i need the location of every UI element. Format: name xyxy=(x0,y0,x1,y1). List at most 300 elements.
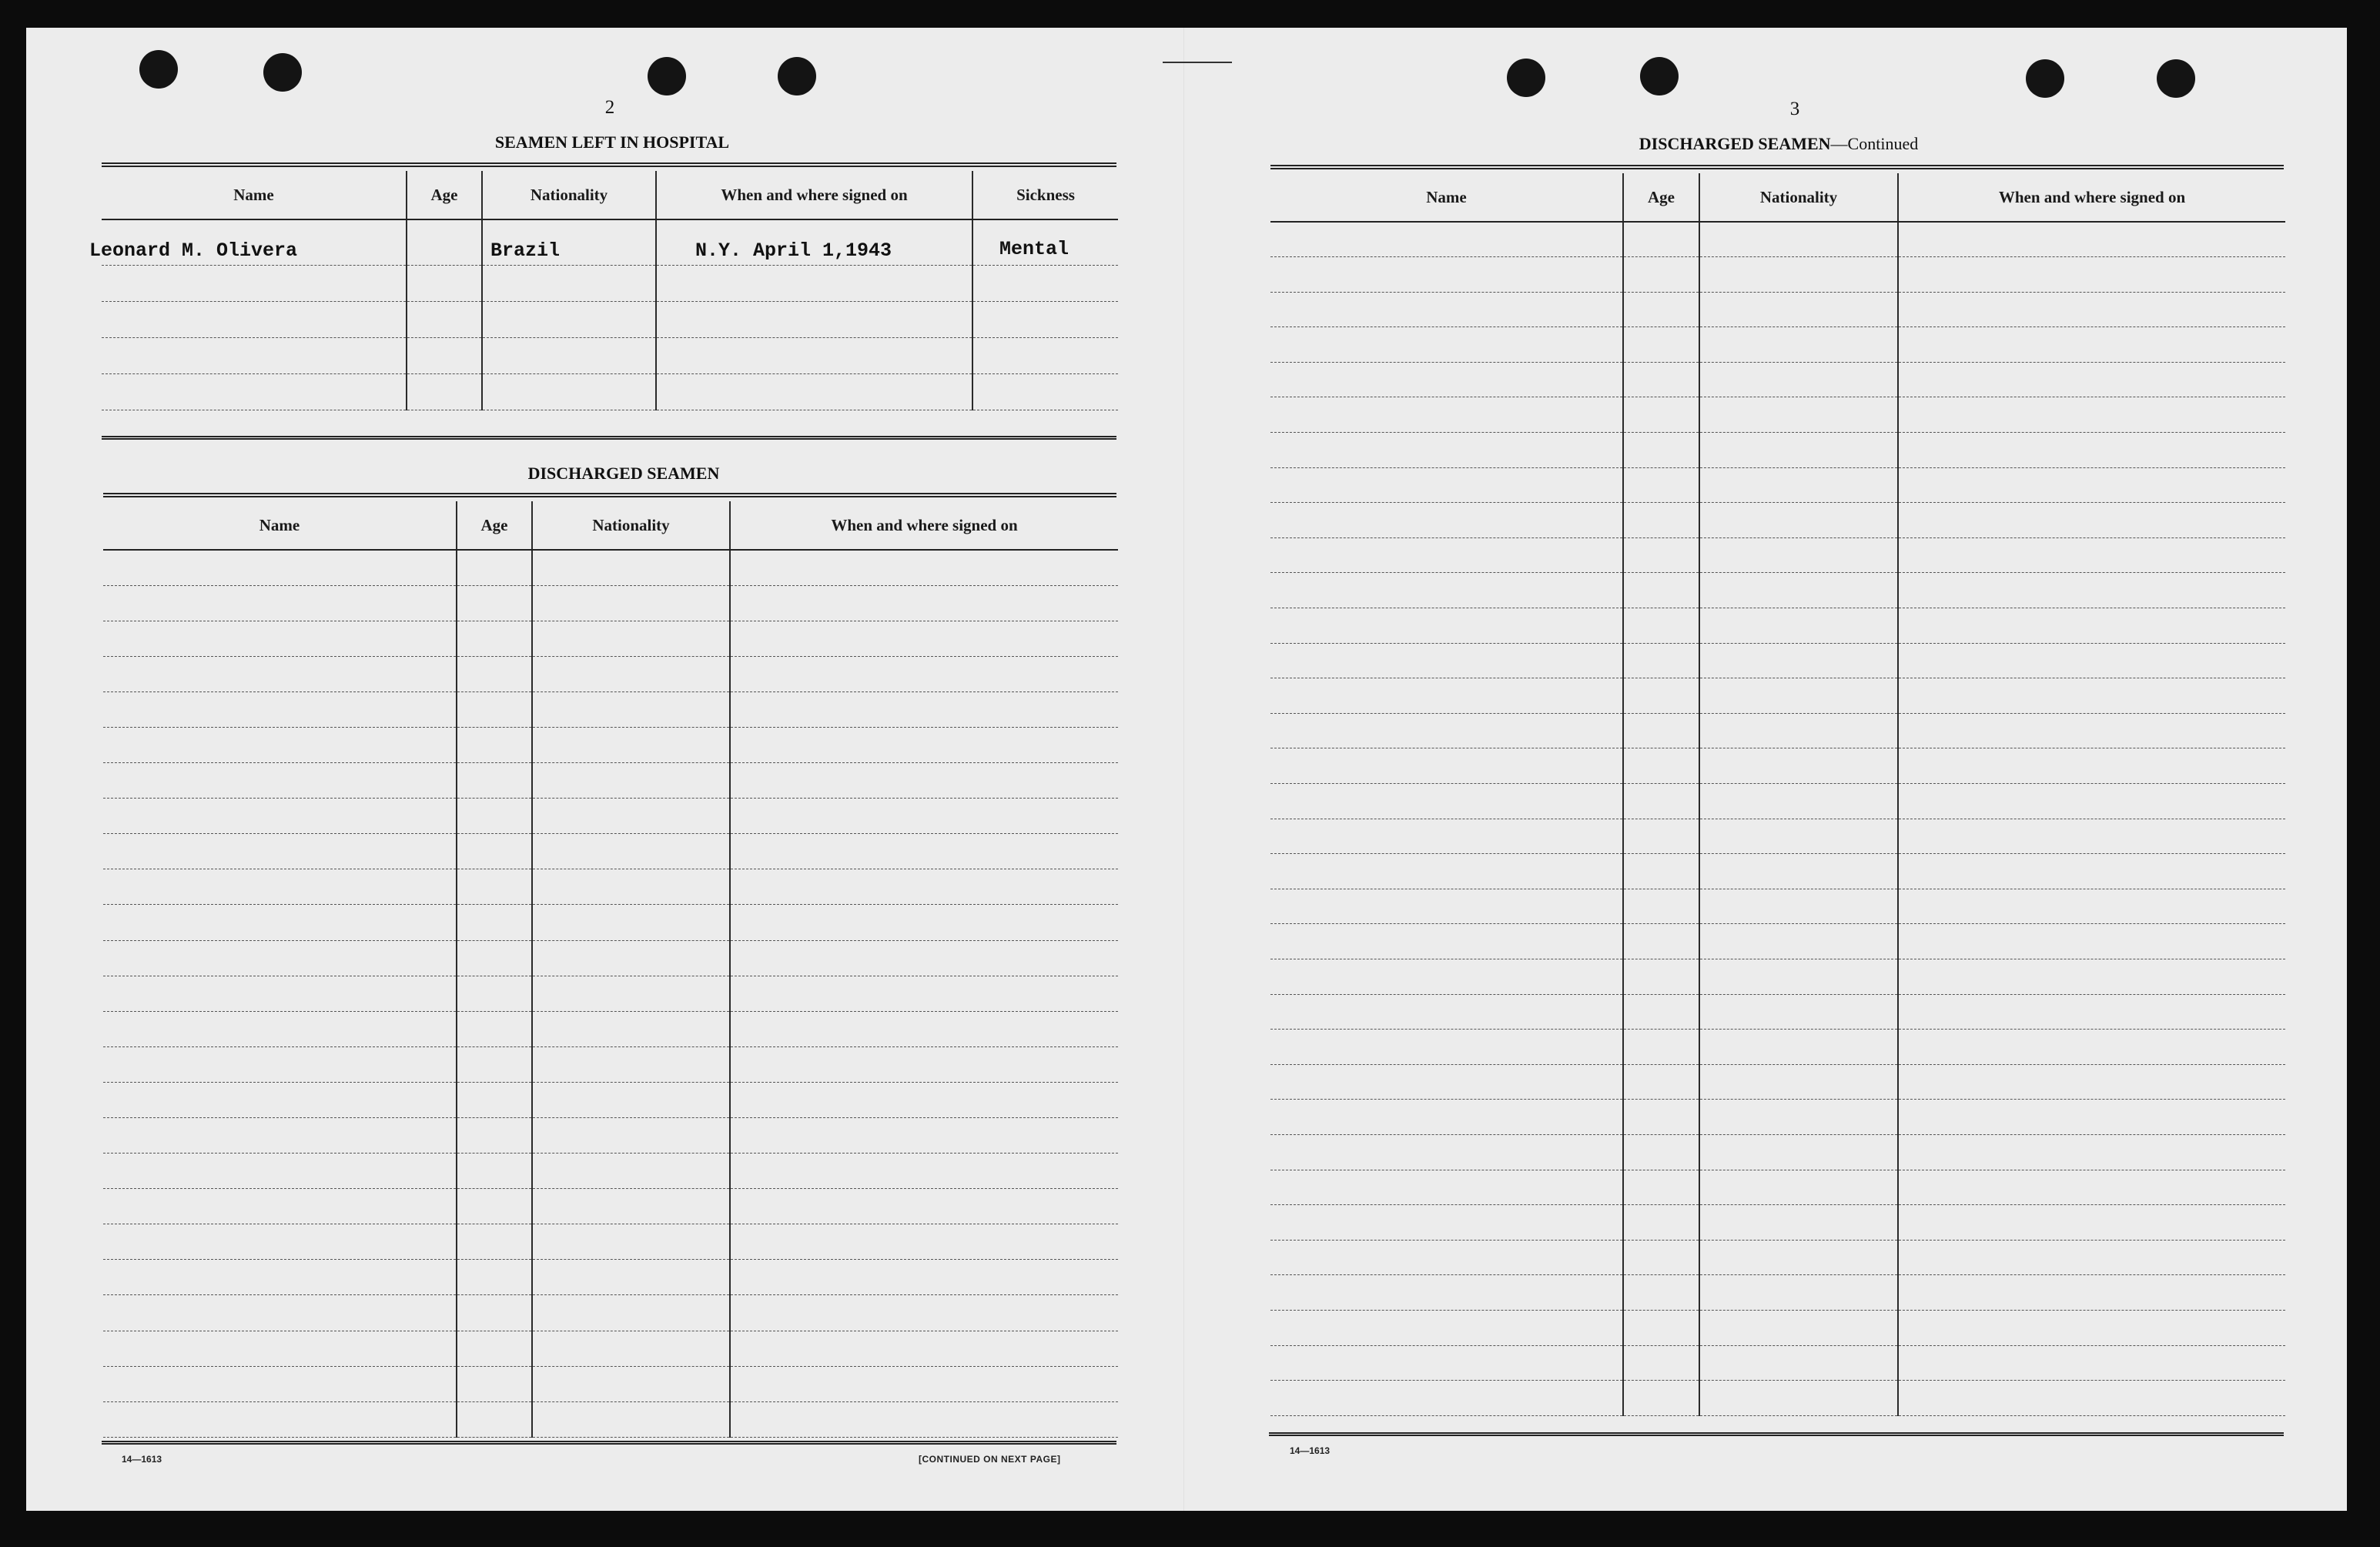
table-row xyxy=(1270,1205,2285,1241)
cell-age[interactable] xyxy=(457,834,532,869)
cell-name[interactable] xyxy=(103,834,457,869)
cell-signed-on[interactable] xyxy=(1898,643,2285,678)
cell-name[interactable] xyxy=(103,1331,457,1366)
cell-nationality[interactable] xyxy=(532,585,730,621)
cell-nationality[interactable] xyxy=(1699,1345,1898,1381)
cell-age[interactable] xyxy=(1623,573,1699,608)
col-header-signed-on: When and where signed on xyxy=(1898,173,2285,222)
cell-name[interactable] xyxy=(1270,1064,1623,1100)
cell-age[interactable] xyxy=(457,1401,532,1437)
cell-nationality[interactable] xyxy=(532,1295,730,1331)
table-row xyxy=(103,1295,1118,1331)
cell-age[interactable] xyxy=(457,1046,532,1082)
cell-age[interactable] xyxy=(1623,537,1699,573)
cell-signed-on[interactable] xyxy=(730,1046,1118,1082)
col-header-signed-on: When and where signed on xyxy=(730,501,1118,550)
cell-name[interactable] xyxy=(1270,819,1623,854)
table-row xyxy=(1270,1345,2285,1381)
cell-nationality[interactable] xyxy=(1699,1205,1898,1241)
col-header-name: Name xyxy=(103,501,457,550)
cell-signed-on[interactable] xyxy=(730,869,1118,905)
cell-age[interactable] xyxy=(1623,1205,1699,1241)
cell-name[interactable] xyxy=(1270,889,1623,924)
cell-name[interactable] xyxy=(1270,362,1623,397)
cell-age[interactable] xyxy=(1623,1100,1699,1135)
cell-name[interactable] xyxy=(103,1011,457,1046)
cell-name[interactable] xyxy=(1270,1100,1623,1135)
cell-signed-on[interactable] xyxy=(1898,503,2285,538)
cell-signed-on[interactable] xyxy=(730,1154,1118,1189)
cell-name[interactable] xyxy=(1270,222,1623,257)
cell-age[interactable] xyxy=(1623,257,1699,293)
cell-signed-on[interactable] xyxy=(1898,257,2285,293)
cell-age[interactable] xyxy=(1623,1170,1699,1205)
cell-nationality[interactable] xyxy=(532,1189,730,1224)
cell-nationality[interactable] xyxy=(1699,1064,1898,1100)
cell-name[interactable] xyxy=(1270,292,1623,327)
cell-age[interactable] xyxy=(457,1260,532,1295)
cell-signed-on[interactable] xyxy=(1898,1205,2285,1241)
cell-nationality[interactable] xyxy=(1699,573,1898,608)
cell-age[interactable] xyxy=(457,799,532,834)
cell-signed-on[interactable] xyxy=(730,656,1118,691)
cell-nationality[interactable] xyxy=(1699,994,1898,1030)
page-number-left: 2 xyxy=(604,97,615,118)
col-header-nationality: Nationality xyxy=(532,501,730,550)
punch-hole xyxy=(1640,57,1679,95)
cell-name[interactable] xyxy=(103,621,457,656)
cell-nationality[interactable] xyxy=(532,1011,730,1046)
cell-sickness xyxy=(972,265,1118,301)
cell-name[interactable] xyxy=(103,799,457,834)
cell-signed-on[interactable] xyxy=(1898,467,2285,503)
cell-age[interactable] xyxy=(1623,608,1699,644)
cell-nationality[interactable] xyxy=(1699,784,1898,819)
cell-name[interactable] xyxy=(1270,1381,1623,1416)
cell-nationality[interactable] xyxy=(532,1401,730,1437)
cell-age[interactable] xyxy=(1623,994,1699,1030)
cell-name[interactable] xyxy=(103,1082,457,1117)
cell-signed-on[interactable] xyxy=(1898,362,2285,397)
cell-nationality[interactable] xyxy=(532,691,730,727)
cell-age[interactable] xyxy=(1623,327,1699,363)
cell-nationality[interactable] xyxy=(1699,397,1898,433)
table-row xyxy=(103,691,1118,727)
table-row xyxy=(1270,784,2285,819)
cell-age[interactable] xyxy=(457,976,532,1011)
cell-name[interactable] xyxy=(103,691,457,727)
cell-signed-on[interactable] xyxy=(1898,1381,2285,1416)
cell-age[interactable] xyxy=(457,1366,532,1401)
cell-signed-on xyxy=(656,373,972,410)
cell-name[interactable] xyxy=(1270,327,1623,363)
table-row xyxy=(1270,573,2285,608)
cell-name[interactable] xyxy=(1270,1310,1623,1345)
col-header-age: Age xyxy=(1623,173,1699,222)
cell-nationality[interactable] xyxy=(532,1331,730,1366)
cell-age[interactable] xyxy=(457,763,532,799)
cell-name[interactable] xyxy=(103,940,457,976)
hospital-row xyxy=(102,337,1118,373)
cell-name xyxy=(102,337,407,373)
cell-age[interactable] xyxy=(1623,643,1699,678)
cell-age[interactable] xyxy=(1623,222,1699,257)
cell-age[interactable] xyxy=(1623,1134,1699,1170)
cell-signed-on[interactable] xyxy=(730,585,1118,621)
cell-age[interactable] xyxy=(457,1154,532,1189)
table-row xyxy=(103,1260,1118,1295)
cell-nationality[interactable] xyxy=(532,763,730,799)
cell-name[interactable] xyxy=(1270,854,1623,889)
cell-age xyxy=(407,219,482,265)
cell-age[interactable] xyxy=(1623,1064,1699,1100)
cell-nationality[interactable] xyxy=(532,1118,730,1154)
cell-nationality[interactable] xyxy=(532,727,730,762)
cell-name[interactable] xyxy=(1270,994,1623,1030)
cell-signed-on[interactable] xyxy=(1898,994,2285,1030)
col-header-signed-on: When and where signed on xyxy=(656,171,972,219)
discharged-section-title: DISCHARGED SEAMEN xyxy=(527,464,720,483)
cell-signed-on[interactable] xyxy=(1898,537,2285,573)
cell-nationality[interactable] xyxy=(1699,608,1898,644)
cell-signed-on[interactable] xyxy=(730,727,1118,762)
cell-age[interactable] xyxy=(1623,713,1699,748)
cell-signed-on[interactable] xyxy=(730,905,1118,940)
cell-signed-on[interactable] xyxy=(730,1118,1118,1154)
cell-nationality[interactable] xyxy=(1699,1170,1898,1205)
punch-hole xyxy=(139,50,178,89)
cell-name[interactable] xyxy=(1270,608,1623,644)
cell-nationality[interactable] xyxy=(1699,889,1898,924)
cell-signed-on[interactable] xyxy=(730,1401,1118,1437)
cell-age[interactable] xyxy=(457,1331,532,1366)
table-row xyxy=(103,1154,1118,1189)
page-fold xyxy=(1183,28,1184,1511)
table-row xyxy=(1270,222,2285,257)
cell-age[interactable] xyxy=(457,727,532,762)
table-row xyxy=(1270,292,2285,327)
cell-name xyxy=(102,265,407,301)
cell-nationality[interactable] xyxy=(532,940,730,976)
table-row xyxy=(1270,1240,2285,1275)
cell-nationality[interactable] xyxy=(1699,362,1898,397)
cell-nationality[interactable] xyxy=(532,905,730,940)
cell-nationality[interactable] xyxy=(1699,643,1898,678)
cell-age[interactable] xyxy=(457,1118,532,1154)
cell-name[interactable] xyxy=(103,869,457,905)
cell-nationality[interactable] xyxy=(1699,257,1898,293)
cell-age[interactable] xyxy=(1623,784,1699,819)
cell-age[interactable] xyxy=(457,1011,532,1046)
cell-name[interactable] xyxy=(103,550,457,585)
cell-name[interactable] xyxy=(103,656,457,691)
cell-name[interactable] xyxy=(1270,1170,1623,1205)
table-row xyxy=(1270,1100,2285,1135)
table-row xyxy=(1270,608,2285,644)
cell-signed-on[interactable] xyxy=(730,799,1118,834)
cell-name[interactable] xyxy=(103,1260,457,1295)
cell-signed-on[interactable] xyxy=(1898,748,2285,784)
table-row xyxy=(1270,959,2285,994)
table-row xyxy=(1270,433,2285,468)
cell-age[interactable] xyxy=(457,940,532,976)
cell-age xyxy=(407,337,482,373)
cell-nationality[interactable] xyxy=(532,869,730,905)
table-row xyxy=(1270,537,2285,573)
cell-signed-on[interactable] xyxy=(730,763,1118,799)
table-row xyxy=(103,940,1118,976)
cell-nationality[interactable] xyxy=(1699,1275,1898,1311)
table-row xyxy=(1270,924,2285,959)
cell-name[interactable] xyxy=(1270,748,1623,784)
cell-age[interactable] xyxy=(1623,1030,1699,1065)
cell-nationality[interactable] xyxy=(532,976,730,1011)
table-row xyxy=(103,656,1118,691)
cell-nationality[interactable] xyxy=(532,1224,730,1260)
cell-nationality[interactable] xyxy=(1699,222,1898,257)
cell-signed-on[interactable] xyxy=(1898,889,2285,924)
cell-name[interactable] xyxy=(1270,1275,1623,1311)
cell-age[interactable] xyxy=(1623,959,1699,994)
cell-signed-on[interactable] xyxy=(1898,1170,2285,1205)
table-row xyxy=(103,799,1118,834)
cell-nationality[interactable] xyxy=(1699,1310,1898,1345)
cell-signed-on[interactable] xyxy=(1898,959,2285,994)
cell-signed-on[interactable] xyxy=(730,1011,1118,1046)
cell-age[interactable] xyxy=(457,621,532,656)
cell-signed-on[interactable] xyxy=(1898,573,2285,608)
cell-name[interactable] xyxy=(1270,257,1623,293)
cell-age[interactable] xyxy=(457,905,532,940)
cell-age[interactable] xyxy=(1623,1310,1699,1345)
cell-signed-on[interactable] xyxy=(730,1189,1118,1224)
cell-name[interactable] xyxy=(103,1118,457,1154)
cell-nationality[interactable] xyxy=(532,1366,730,1401)
cell-signed-on[interactable] xyxy=(1898,327,2285,363)
cell-nationality[interactable] xyxy=(1699,327,1898,363)
cell-nationality[interactable] xyxy=(1699,959,1898,994)
cell-nationality[interactable] xyxy=(532,550,730,585)
cell-signed-on[interactable] xyxy=(1898,924,2285,959)
cell-age xyxy=(407,301,482,337)
discharged-bottom-rule xyxy=(102,1441,1116,1445)
cell-nationality[interactable] xyxy=(1699,1030,1898,1065)
cell-nationality[interactable] xyxy=(1699,1134,1898,1170)
cell-age[interactable] xyxy=(457,1224,532,1260)
cell-nationality[interactable] xyxy=(532,1046,730,1082)
cell-age[interactable] xyxy=(1623,854,1699,889)
table-row xyxy=(1270,362,2285,397)
cell-name[interactable] xyxy=(103,1224,457,1260)
cell-signed-on[interactable] xyxy=(730,691,1118,727)
cell-age[interactable] xyxy=(1623,503,1699,538)
cell-age[interactable] xyxy=(457,550,532,585)
cell-name[interactable] xyxy=(1270,643,1623,678)
cell-nationality[interactable] xyxy=(1699,924,1898,959)
table-row xyxy=(103,1046,1118,1082)
cell-age[interactable] xyxy=(457,585,532,621)
cell-signed-on[interactable] xyxy=(1898,1345,2285,1381)
cell-signed-on[interactable] xyxy=(730,940,1118,976)
cell-signed-on[interactable] xyxy=(1898,292,2285,327)
cell-name[interactable] xyxy=(1270,1030,1623,1065)
cell-signed-on[interactable] xyxy=(1898,678,2285,714)
cell-age[interactable] xyxy=(1623,362,1699,397)
cell-name[interactable] xyxy=(1270,678,1623,714)
cell-signed-on[interactable] xyxy=(1898,854,2285,889)
cell-name[interactable] xyxy=(1270,1205,1623,1241)
cell-age[interactable] xyxy=(457,656,532,691)
cell-age[interactable] xyxy=(1623,889,1699,924)
cell-name[interactable] xyxy=(1270,959,1623,994)
cell-nationality[interactable] xyxy=(1699,1100,1898,1135)
cell-name[interactable] xyxy=(1270,1240,1623,1275)
cell-signed-on[interactable] xyxy=(730,1366,1118,1401)
table-row xyxy=(103,976,1118,1011)
cell-signed-on[interactable] xyxy=(1898,1275,2285,1311)
cell-age[interactable] xyxy=(457,691,532,727)
table-row xyxy=(1270,467,2285,503)
cell-name[interactable] xyxy=(103,1295,457,1331)
col-header-name: Name xyxy=(102,171,407,219)
cell-signed-on xyxy=(656,265,972,301)
cell-age[interactable] xyxy=(1623,1381,1699,1416)
cell-signed-on[interactable] xyxy=(1898,1030,2285,1065)
cell-signed-on[interactable] xyxy=(730,550,1118,585)
cell-name[interactable] xyxy=(103,1154,457,1189)
cell-name[interactable] xyxy=(103,1189,457,1224)
cell-signed-on[interactable] xyxy=(1898,819,2285,854)
cell-signed-on[interactable] xyxy=(1898,1240,2285,1275)
cell-nationality[interactable] xyxy=(1699,537,1898,573)
cell-age xyxy=(407,265,482,301)
cell-nationality[interactable] xyxy=(1699,819,1898,854)
cell-name[interactable] xyxy=(1270,713,1623,748)
table-row xyxy=(1270,1064,2285,1100)
cell-name[interactable] xyxy=(1270,784,1623,819)
cell-signed-on[interactable] xyxy=(1898,397,2285,433)
cell-name[interactable] xyxy=(1270,503,1623,538)
cell-signed-on[interactable] xyxy=(730,1295,1118,1331)
cell-nationality[interactable] xyxy=(1699,854,1898,889)
cell-nationality[interactable] xyxy=(1699,292,1898,327)
cell-signed-on[interactable] xyxy=(1898,1134,2285,1170)
table-row xyxy=(1270,503,2285,538)
cell-nationality[interactable] xyxy=(1699,433,1898,468)
cell-age[interactable] xyxy=(457,869,532,905)
cell-signed-on[interactable] xyxy=(1898,1064,2285,1100)
table-row xyxy=(1270,643,2285,678)
cell-age[interactable] xyxy=(1623,1240,1699,1275)
table-row xyxy=(103,1011,1118,1046)
cell-name[interactable] xyxy=(103,1366,457,1401)
cell-name[interactable] xyxy=(1270,924,1623,959)
cell-name[interactable] xyxy=(1270,397,1623,433)
cell-nationality[interactable] xyxy=(532,656,730,691)
cell-sickness xyxy=(972,373,1118,410)
cell-signed-on[interactable] xyxy=(1898,1100,2285,1135)
table-row xyxy=(1270,889,2285,924)
cell-nationality[interactable] xyxy=(532,799,730,834)
cell-age[interactable] xyxy=(1623,467,1699,503)
hospital-row xyxy=(102,265,1118,301)
cell-nationality xyxy=(482,337,656,373)
table-row xyxy=(103,763,1118,799)
cell-age[interactable] xyxy=(1623,819,1699,854)
cell-signed-on[interactable] xyxy=(730,1224,1118,1260)
cell-age[interactable] xyxy=(1623,433,1699,468)
cell-nationality[interactable] xyxy=(532,1082,730,1117)
cell-name[interactable] xyxy=(1270,433,1623,468)
cell-name[interactable] xyxy=(1270,1134,1623,1170)
table-row xyxy=(1270,854,2285,889)
cell-nationality[interactable] xyxy=(1699,678,1898,714)
cell-name[interactable] xyxy=(103,1401,457,1437)
cell-nationality[interactable] xyxy=(1699,1240,1898,1275)
cell-name[interactable] xyxy=(103,976,457,1011)
cell-signed-on[interactable] xyxy=(730,1082,1118,1117)
hospital-top-rule xyxy=(102,162,1116,167)
cell-signed-on[interactable] xyxy=(730,621,1118,656)
cell-age[interactable] xyxy=(1623,748,1699,784)
cell-name[interactable] xyxy=(103,727,457,762)
cell-name[interactable] xyxy=(103,905,457,940)
cell-name xyxy=(102,373,407,410)
cell-age[interactable] xyxy=(1623,1345,1699,1381)
discharged-table-right xyxy=(1270,173,2285,1416)
cell-name[interactable] xyxy=(103,763,457,799)
cell-signed-on[interactable] xyxy=(1898,608,2285,644)
cell-signed-on[interactable] xyxy=(1898,433,2285,468)
table-row xyxy=(1270,327,2285,363)
cell-name[interactable] xyxy=(1270,573,1623,608)
cell-signed-on[interactable] xyxy=(1898,713,2285,748)
cell-nationality[interactable] xyxy=(532,1154,730,1189)
cell-signed-on[interactable] xyxy=(1898,222,2285,257)
cell-age[interactable] xyxy=(1623,292,1699,327)
cell-nationality[interactable] xyxy=(1699,1381,1898,1416)
cell-age[interactable] xyxy=(457,1295,532,1331)
cell-nationality[interactable] xyxy=(1699,467,1898,503)
cell-age[interactable] xyxy=(1623,1275,1699,1311)
cell-nationality[interactable] xyxy=(532,1260,730,1295)
cell-signed-on[interactable] xyxy=(730,1331,1118,1366)
cell-signed-on[interactable] xyxy=(1898,784,2285,819)
cell-age[interactable] xyxy=(1623,397,1699,433)
cell-age[interactable] xyxy=(457,1082,532,1117)
table-row xyxy=(103,1366,1118,1401)
table-row xyxy=(103,1331,1118,1366)
cell-age[interactable] xyxy=(1623,924,1699,959)
cell-signed-on[interactable] xyxy=(730,976,1118,1011)
cell-nationality[interactable] xyxy=(1699,748,1898,784)
cell-age[interactable] xyxy=(1623,678,1699,714)
cell-nationality[interactable] xyxy=(532,621,730,656)
cell-signed-on[interactable] xyxy=(730,1260,1118,1295)
cell-age[interactable] xyxy=(457,1189,532,1224)
cell-name[interactable] xyxy=(1270,1345,1623,1381)
cell-nationality[interactable] xyxy=(532,834,730,869)
cell-nationality[interactable] xyxy=(1699,713,1898,748)
cell-name[interactable] xyxy=(103,585,457,621)
cell-signed-on[interactable] xyxy=(730,834,1118,869)
cell-signed-on[interactable] xyxy=(1898,1310,2285,1345)
cell-name[interactable] xyxy=(103,1046,457,1082)
punch-hole xyxy=(648,57,686,95)
cell-name[interactable] xyxy=(1270,537,1623,573)
cell-name[interactable] xyxy=(1270,467,1623,503)
cell-nationality[interactable] xyxy=(1699,503,1898,538)
